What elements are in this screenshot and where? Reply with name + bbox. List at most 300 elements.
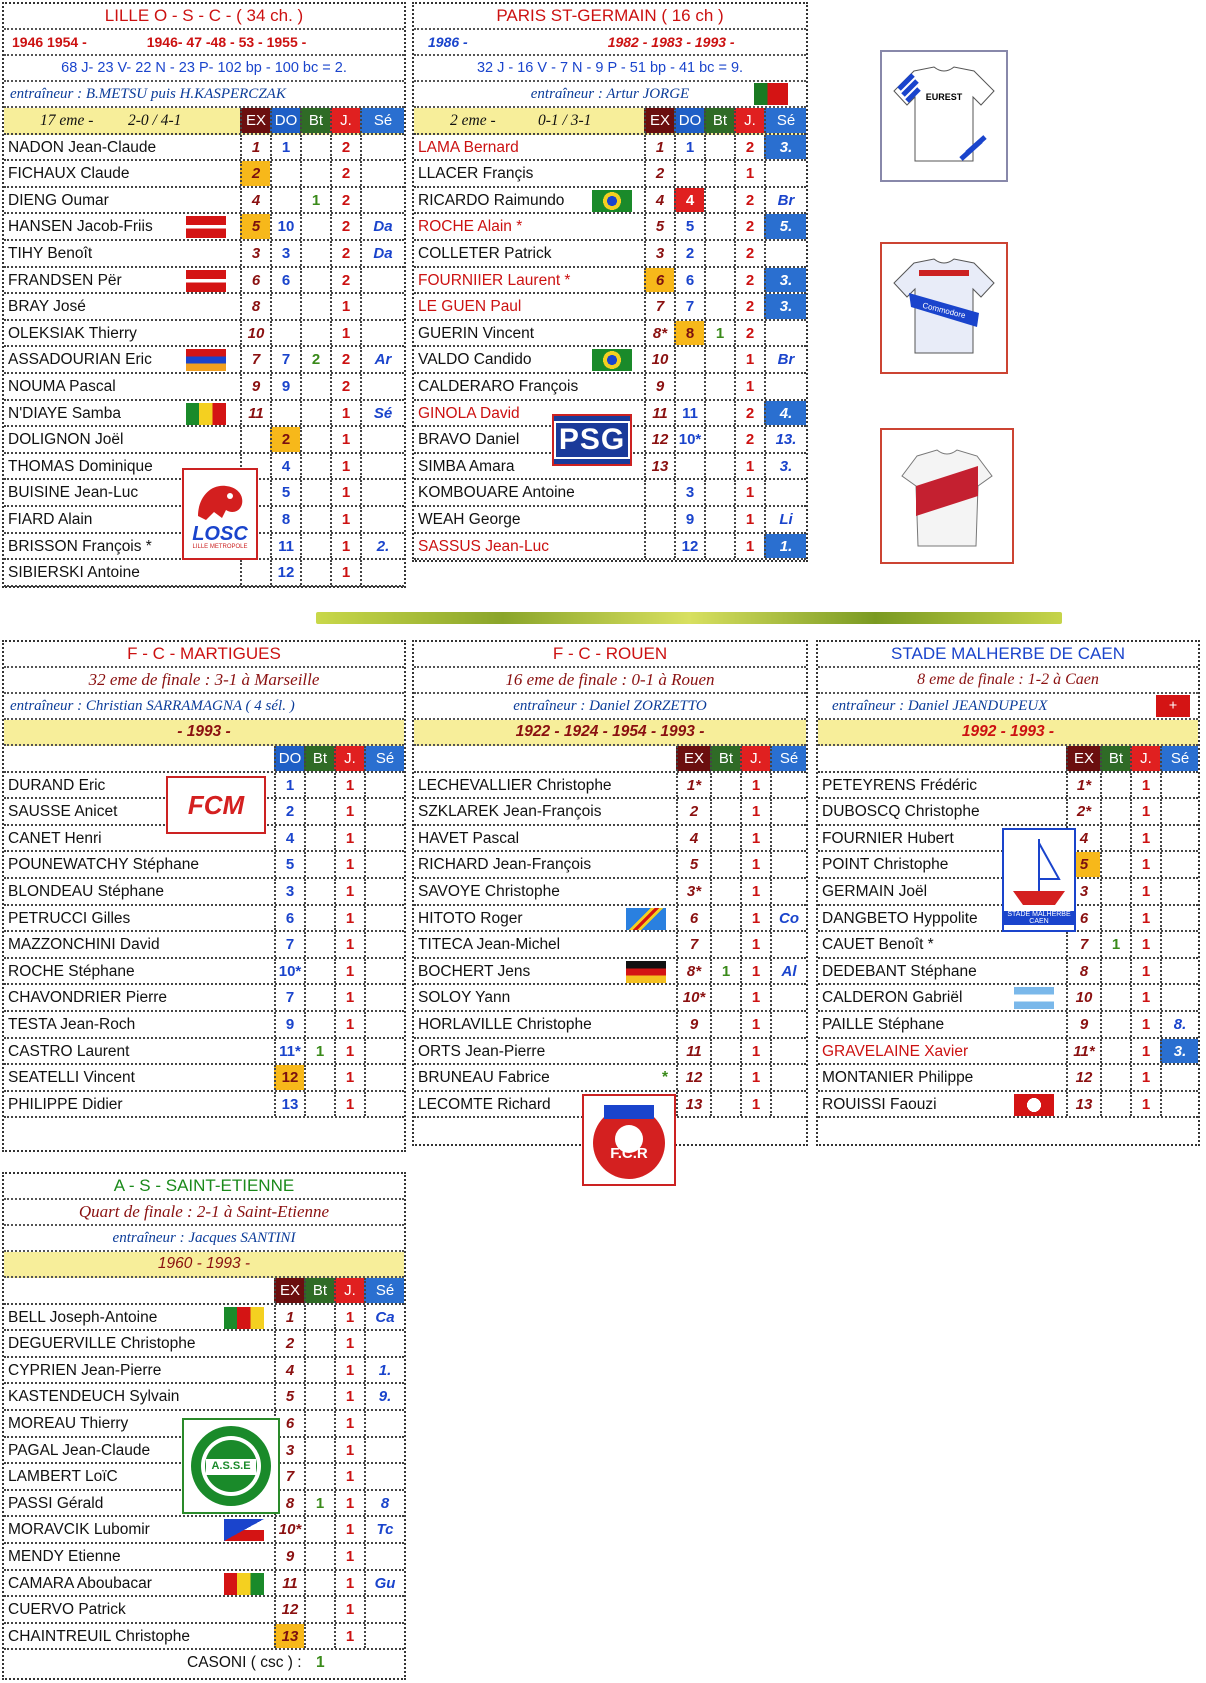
cell-se: Sé xyxy=(360,401,404,426)
col-j: J. xyxy=(734,108,764,133)
player-name: MENDY Etienne xyxy=(8,1547,121,1565)
cell-bt xyxy=(300,534,330,559)
cell-se: 13. xyxy=(764,427,806,452)
cell-bt xyxy=(304,1464,334,1489)
cell-j: 2 xyxy=(734,188,764,213)
cell-bt xyxy=(304,1517,334,1542)
cell-j: 1 xyxy=(734,507,764,532)
cell-ex: 11 xyxy=(676,1039,710,1064)
cell-se xyxy=(360,507,404,532)
table-row xyxy=(414,1012,806,1039)
cell-se xyxy=(364,932,404,957)
table-row xyxy=(4,1517,404,1544)
cell-ex: 5 xyxy=(1066,852,1100,877)
cell-ex: 9 xyxy=(676,1012,710,1037)
cell-bt: 1 xyxy=(304,1491,334,1516)
fcr-logo xyxy=(582,1094,676,1186)
cell-ex: 1 xyxy=(644,135,674,160)
player-name: MORAVCIK Lubomir xyxy=(8,1521,150,1539)
cell-se xyxy=(364,1039,404,1064)
col-bt: Bt xyxy=(704,108,734,133)
cell-j: 1 xyxy=(1130,852,1160,877)
cell-se xyxy=(1160,773,1198,798)
cell-do: 7 xyxy=(270,347,300,372)
table-row xyxy=(414,773,806,800)
cell-ex: 10 xyxy=(1066,985,1100,1010)
cell-bt xyxy=(710,773,740,798)
rouen-round: 16 eme de finale : 0-1 à Rouen xyxy=(414,668,806,694)
cell-se xyxy=(770,1092,806,1117)
cell-do: 12 xyxy=(674,534,704,559)
cell-ex: 5 xyxy=(644,214,674,239)
cell-do: 13 xyxy=(274,1092,304,1117)
cell-ex: 9 xyxy=(240,374,270,399)
cell-j: 2 xyxy=(330,214,360,239)
stetienne-round: Quart de finale : 2-1 à Saint-Etienne xyxy=(4,1200,404,1226)
cell-bt xyxy=(304,1305,334,1330)
cell-bt xyxy=(1100,799,1130,824)
cell-ex: 8 xyxy=(274,1491,304,1516)
psg-coach xyxy=(414,82,806,108)
table-row xyxy=(414,959,806,986)
caen-logo xyxy=(1002,828,1076,932)
player-name: NOUMA Pascal xyxy=(8,377,116,395)
table-row xyxy=(4,427,404,454)
cell-ex: 8 xyxy=(1066,959,1100,984)
col-se: Sé xyxy=(1160,746,1198,771)
flag-dk-icon xyxy=(186,270,226,292)
cell-ex: 12 xyxy=(1066,1065,1100,1090)
cell-bt xyxy=(300,507,330,532)
player-name: DOLIGNON Joël xyxy=(8,431,124,449)
cell-se xyxy=(360,294,404,319)
cell-j: 2 xyxy=(330,241,360,266)
cell-se: 8. xyxy=(1160,1012,1198,1037)
col-do: DO xyxy=(270,108,300,133)
cell-se xyxy=(764,161,806,186)
stetienne-header-row xyxy=(4,1278,404,1305)
col-bt: Bt xyxy=(300,108,330,133)
table-row xyxy=(4,347,404,374)
cell-bt xyxy=(304,1571,334,1596)
cell-ex: 5 xyxy=(240,214,270,239)
cell-bt: 1 xyxy=(710,959,740,984)
col-se: Sé xyxy=(770,746,806,771)
col-bt: Bt xyxy=(1100,746,1130,771)
cell-bt xyxy=(704,427,734,452)
table-row xyxy=(818,959,1198,986)
cell-j: 1 xyxy=(734,374,764,399)
caen-header-row xyxy=(818,746,1198,773)
shirt-2-sponsor: Commodore xyxy=(921,300,967,321)
cell-j: 1 xyxy=(334,932,364,957)
cell-se: 3. xyxy=(1160,1039,1198,1064)
cell-j: 1 xyxy=(334,1358,364,1383)
player-name: NADON Jean-Claude xyxy=(8,138,157,156)
losc-logo xyxy=(182,468,258,560)
lille-place: 17 eme - xyxy=(40,112,94,129)
cell-ex: 1* xyxy=(1066,773,1100,798)
cell-ex: 4 xyxy=(240,188,270,213)
flag-cm-icon xyxy=(224,1307,264,1329)
lille-years-b: 1946- 47 -48 - 53 - 1955 - xyxy=(146,34,307,50)
cell-bt xyxy=(710,1092,740,1117)
cell-bt xyxy=(1100,852,1130,877)
table-row xyxy=(4,241,404,268)
player-name: CHAVONDRIER Pierre xyxy=(8,989,168,1007)
player-name: PHILIPPE Didier xyxy=(8,1095,123,1113)
cell-j: 1 xyxy=(1130,879,1160,904)
cell-do xyxy=(674,347,704,372)
rouen-years: 1922 - 1924 - 1954 - 1993 - xyxy=(414,720,806,746)
player-name: FOURNIER Hubert xyxy=(822,829,954,847)
lille-years xyxy=(4,30,404,56)
stetienne-footer: CASONI ( csc ) : xyxy=(187,1654,302,1672)
cell-se: 1. xyxy=(764,534,806,559)
flag-cz-icon xyxy=(224,1519,264,1541)
cell-j: 1 xyxy=(334,773,364,798)
cell-do: 12 xyxy=(270,560,300,585)
psg-record: 32 J - 16 V - 7 N - 9 P - 51 bp - 41 bc = 9. xyxy=(414,56,806,82)
player-name: SOLOY Yann xyxy=(418,989,511,1007)
col-j: J. xyxy=(334,1278,364,1303)
cell-se: Br xyxy=(764,188,806,213)
cell-do: 4 xyxy=(270,454,300,479)
player-name: BRUNEAU Fabrice xyxy=(418,1069,550,1087)
cell-ex xyxy=(644,534,674,559)
cell-j: 1 xyxy=(334,1571,364,1596)
player-name: FOURNIIER Laurent * xyxy=(418,271,571,289)
table-row xyxy=(414,985,806,1012)
cell-do: 4 xyxy=(274,826,304,851)
cell-ex: 8* xyxy=(644,321,674,346)
table-row xyxy=(414,507,806,534)
cell-j: 1 xyxy=(734,347,764,372)
cell-se xyxy=(1160,826,1198,851)
player-name: PETRUCCI Gilles xyxy=(8,909,131,927)
cell-do: 9 xyxy=(674,507,704,532)
lille-score: 2-0 / 4-1 xyxy=(128,112,182,129)
cell-bt xyxy=(704,214,734,239)
cell-se: 4. xyxy=(764,401,806,426)
cell-se: Al xyxy=(770,959,806,984)
cell-se xyxy=(770,826,806,851)
cell-bt xyxy=(304,985,334,1010)
cell-j: 1 xyxy=(740,959,770,984)
col-ex: EX xyxy=(240,108,270,133)
cell-se: Da xyxy=(360,214,404,239)
cell-ex: 3 xyxy=(644,241,674,266)
player-name: DUBOSCQ Christophe xyxy=(822,803,980,821)
col-j: J. xyxy=(740,746,770,771)
cell-ex: 7 xyxy=(644,294,674,319)
table-row xyxy=(414,241,806,268)
cell-j: 1 xyxy=(734,480,764,505)
cell-ex: 9 xyxy=(644,374,674,399)
player-name: OLEKSIAK Thierry xyxy=(8,324,137,342)
cell-ex: 10 xyxy=(644,347,674,372)
flag-cd-icon xyxy=(626,908,666,930)
cell-j: 2 xyxy=(734,135,764,160)
cell-ex: 6 xyxy=(240,268,270,293)
table-row xyxy=(818,799,1198,826)
cell-j: 2 xyxy=(330,188,360,213)
cell-bt xyxy=(704,401,734,426)
cell-do: 2 xyxy=(674,241,704,266)
lille-header-row xyxy=(4,108,404,135)
cell-do: 9 xyxy=(274,1012,304,1037)
cell-j: 1 xyxy=(1130,906,1160,931)
cell-se xyxy=(770,1012,806,1037)
cell-bt xyxy=(304,1358,334,1383)
viking-ship-icon xyxy=(1009,835,1069,911)
cell-ex: 1 xyxy=(240,135,270,160)
rouen-title: F - C - ROUEN xyxy=(414,642,806,668)
cell-bt xyxy=(304,879,334,904)
stetienne-coach: entraîneur : Jacques SANTINI xyxy=(4,1226,404,1252)
cell-ex: 3* xyxy=(676,879,710,904)
cell-bt xyxy=(1100,1012,1130,1037)
cell-se: 2. xyxy=(360,534,404,559)
caen-logo-text: STADE MALHERBE CAEN xyxy=(1004,911,1074,925)
cell-bt xyxy=(304,1411,334,1436)
cell-ex: 10 xyxy=(240,321,270,346)
col-do: DO xyxy=(674,108,704,133)
col-ex: EX xyxy=(1066,746,1100,771)
martigues-title: F - C - MARTIGUES xyxy=(4,642,404,668)
cell-j: 1 xyxy=(1130,1092,1160,1117)
table-row xyxy=(414,826,806,853)
cell-se xyxy=(360,427,404,452)
cell-bt xyxy=(300,427,330,452)
table-row xyxy=(4,1039,404,1066)
martigues-coach: entraîneur : Christian SARRAMAGNA ( 4 sél. ) xyxy=(4,694,404,720)
cell-j: 1 xyxy=(740,1092,770,1117)
flag-br-icon xyxy=(592,349,632,371)
player-name: SAUSSE Anicet xyxy=(8,803,118,821)
martigues-header-row xyxy=(4,746,404,773)
cell-bt xyxy=(704,294,734,319)
col-j: J. xyxy=(1130,746,1160,771)
table-row xyxy=(414,374,806,401)
cell-bt xyxy=(304,1438,334,1463)
player-name: TESTA Jean-Roch xyxy=(8,1015,136,1033)
rouen-header-row xyxy=(414,746,806,773)
stetienne-years: 1960 - 1993 - xyxy=(4,1252,404,1278)
player-name: ROCHE Stéphane xyxy=(8,962,135,980)
caen-rows xyxy=(818,773,1198,1119)
cell-se xyxy=(770,1065,806,1090)
player-name: CANET Henri xyxy=(8,829,102,847)
stetienne-panel xyxy=(2,1172,406,1680)
flag-dk-icon xyxy=(186,216,226,238)
cell-bt xyxy=(300,401,330,426)
cell-ex: 9 xyxy=(1066,1012,1100,1037)
cell-do: 1 xyxy=(274,773,304,798)
cell-se xyxy=(364,1544,404,1569)
cell-se: 3. xyxy=(764,454,806,479)
flag-gn-icon xyxy=(224,1573,264,1595)
martigues-years: - 1993 - xyxy=(4,720,404,746)
cell-bt xyxy=(704,347,734,372)
cell-do: 7 xyxy=(274,985,304,1010)
stetienne-footer-value: 1 xyxy=(316,1654,325,1672)
col-se: Sé xyxy=(364,746,404,771)
table-row xyxy=(4,1384,404,1411)
cell-bt xyxy=(710,1039,740,1064)
table-row xyxy=(4,1305,404,1332)
cell-bt xyxy=(704,188,734,213)
cell-j: 1 xyxy=(1130,1065,1160,1090)
cell-bt xyxy=(304,1065,334,1090)
cell-se: 3. xyxy=(764,268,806,293)
cell-j: 1 xyxy=(734,161,764,186)
cell-ex: 12 xyxy=(644,427,674,452)
table-row xyxy=(4,135,404,162)
cell-ex: 5 xyxy=(676,852,710,877)
stetienne-title: A - S - SAINT-ETIENNE xyxy=(4,1174,404,1200)
player-name: HAVET Pascal xyxy=(418,829,520,847)
cell-j: 1 xyxy=(330,507,360,532)
cell-j: 2 xyxy=(330,347,360,372)
cell-j: 1 xyxy=(334,1597,364,1622)
cell-bt xyxy=(704,480,734,505)
cell-j: 1 xyxy=(334,1305,364,1330)
cell-j: 2 xyxy=(330,374,360,399)
cell-se xyxy=(770,773,806,798)
losc-logo-sub: LILLE METROPOLE xyxy=(192,544,248,550)
cell-do xyxy=(270,321,300,346)
cell-j: 2 xyxy=(734,241,764,266)
cell-j: 1 xyxy=(330,321,360,346)
player-name: LAMA Bernard xyxy=(418,138,519,156)
player-name: POUNEWATCHY Stéphane xyxy=(8,856,199,874)
cell-j: 1 xyxy=(330,401,360,426)
cell-se xyxy=(1160,1065,1198,1090)
cell-ex: 2 xyxy=(274,1331,304,1356)
cell-bt xyxy=(300,454,330,479)
flag-de-icon xyxy=(626,961,666,983)
cell-se: Co xyxy=(770,906,806,931)
table-row xyxy=(414,188,806,215)
table-row xyxy=(4,932,404,959)
cell-bt xyxy=(1100,906,1130,931)
table-row xyxy=(4,560,404,587)
cell-ex: 8 xyxy=(240,294,270,319)
cell-se: Ar xyxy=(360,347,404,372)
player-name: DURAND Eric xyxy=(8,776,106,794)
dogue-icon xyxy=(192,478,248,524)
caen-coach xyxy=(818,694,1198,720)
cell-ex: 7 xyxy=(240,347,270,372)
player-name: DEGUERVILLE Christophe xyxy=(8,1335,196,1353)
table-row xyxy=(818,932,1198,959)
cell-ex: 2 xyxy=(240,161,270,186)
cell-bt xyxy=(304,1597,334,1622)
player-name: COLLETER Patrick xyxy=(418,244,552,262)
cell-j: 1 xyxy=(334,1544,364,1569)
col-ex: EX xyxy=(676,746,710,771)
cell-ex: 1* xyxy=(676,773,710,798)
player-name: GUERIN Vincent xyxy=(418,324,535,342)
cell-ex xyxy=(644,480,674,505)
cell-ex: 4 xyxy=(676,826,710,851)
table-row xyxy=(4,294,404,321)
cell-ex: 8* xyxy=(676,959,710,984)
col-bt: Bt xyxy=(304,1278,334,1303)
cell-j: 1 xyxy=(740,932,770,957)
cell-j: 1 xyxy=(734,454,764,479)
cell-do: 7 xyxy=(274,932,304,957)
table-row xyxy=(4,268,404,295)
cell-j: 1 xyxy=(334,799,364,824)
cell-se xyxy=(360,480,404,505)
cell-se xyxy=(770,852,806,877)
player-name: THOMAS Dominique xyxy=(8,457,153,475)
cell-se: 5. xyxy=(764,214,806,239)
cell-se: Gu xyxy=(364,1571,404,1596)
table-row xyxy=(414,799,806,826)
table-row xyxy=(414,161,806,188)
cell-j: 1 xyxy=(330,454,360,479)
col-se: Sé xyxy=(764,108,806,133)
table-row xyxy=(4,1331,404,1358)
cell-bt xyxy=(704,268,734,293)
cell-do: 9 xyxy=(270,374,300,399)
cell-j: 1 xyxy=(334,906,364,931)
cell-ex: 6 xyxy=(644,268,674,293)
table-row xyxy=(414,906,806,933)
cell-bt xyxy=(710,985,740,1010)
cell-se xyxy=(364,1411,404,1436)
flag-tn-icon xyxy=(1014,1094,1054,1116)
cell-bt xyxy=(1100,1065,1130,1090)
player-name: PETEYRENS Frédéric xyxy=(822,776,978,794)
flag-ar-icon xyxy=(1014,987,1054,1009)
cell-bt xyxy=(300,161,330,186)
cell-bt: 1 xyxy=(300,188,330,213)
cell-j: 1 xyxy=(740,1012,770,1037)
col-ex: EX xyxy=(644,108,674,133)
shirt-1-sponsor: EUREST xyxy=(925,92,963,102)
cell-ex: 4 xyxy=(1066,826,1100,851)
cell-j: 1 xyxy=(334,1491,364,1516)
cell-se xyxy=(364,1331,404,1356)
cell-do: 6 xyxy=(674,268,704,293)
table-row xyxy=(818,1092,1198,1119)
cell-se xyxy=(770,1039,806,1064)
player-name: TIHY Benoît xyxy=(8,244,93,262)
cell-j: 1 xyxy=(330,560,360,585)
cell-j: 1 xyxy=(334,879,364,904)
lille-record: 68 J- 23 V- 22 N - 23 P- 102 bp - 100 bc = 2. xyxy=(4,56,404,82)
player-name: SIBIERSKI Antoine xyxy=(8,564,140,582)
psg-place: 2 eme - xyxy=(450,112,496,129)
player-name: BRISSON François * xyxy=(8,537,152,555)
cell-j: 1 xyxy=(740,1065,770,1090)
table-row xyxy=(414,214,806,241)
cell-do: 3 xyxy=(674,480,704,505)
cell-bt xyxy=(300,214,330,239)
table-row xyxy=(4,188,404,215)
cell-j: 1 xyxy=(740,773,770,798)
cell-bt xyxy=(704,534,734,559)
player-name: LAMBERT LoïC xyxy=(8,1468,118,1486)
cell-ex: 2 xyxy=(644,161,674,186)
table-row xyxy=(4,1571,404,1598)
cell-ex: 13 xyxy=(274,1624,304,1649)
player-name: SZKLAREK Jean-François xyxy=(418,803,602,821)
